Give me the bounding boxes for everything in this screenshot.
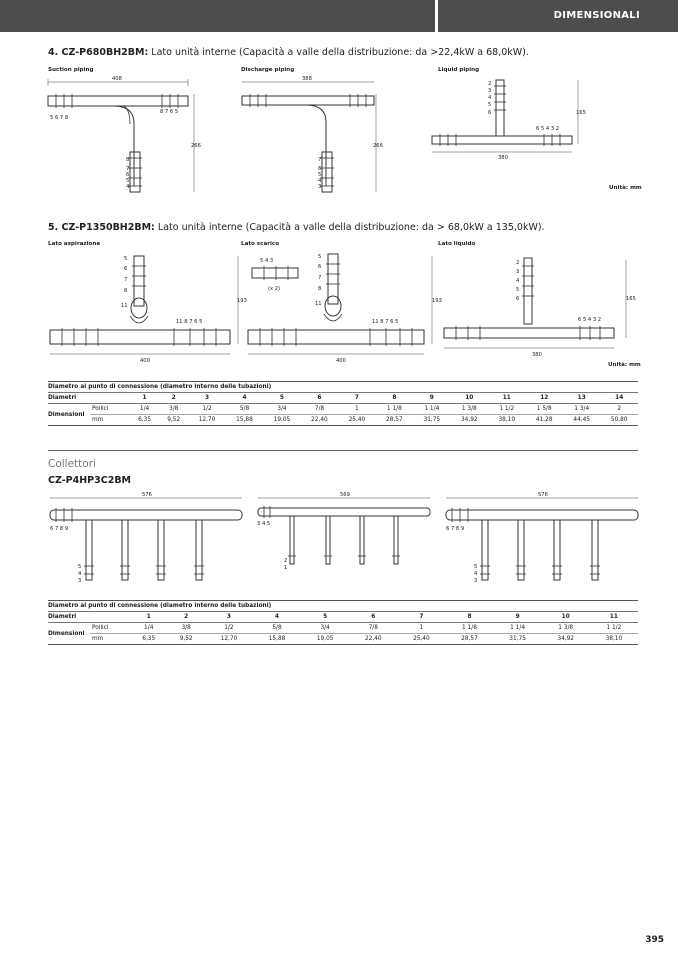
table-2-unit-inches: Pollici: [90, 623, 130, 634]
table-cell: 34,92: [451, 415, 488, 426]
col-header: 11: [590, 612, 638, 623]
table-cell: 1/2: [205, 623, 253, 634]
s4-discharge-label: Discharge piping: [241, 67, 295, 73]
s5-discharge-v1: 5: [318, 254, 322, 260]
table-cell: 1 5/8: [526, 404, 563, 415]
table-cell: 1 3/4: [563, 404, 600, 415]
table-cell: 6,35: [130, 634, 167, 645]
table-1-header-label: Diametri: [48, 393, 130, 404]
table-cell: 1/4: [130, 623, 167, 634]
s5-suction-height: 193: [237, 298, 247, 304]
table-cell: 1 3/8: [542, 623, 590, 634]
table-cell: 1 3/8: [451, 404, 488, 415]
table-cell: 1 1/2: [488, 404, 525, 415]
diameter-table-2: [48, 600, 638, 645]
s5-liquid-v4: 5: [516, 287, 520, 293]
table-cell: 38,10: [488, 415, 525, 426]
header-2-v2: 1: [284, 565, 288, 571]
s5-unit: Unità: mm: [608, 362, 641, 368]
s4-discharge-v4: 4: [318, 178, 322, 184]
s4-discharge-height: 266: [373, 143, 383, 149]
table-cell: 1/4: [130, 404, 159, 415]
collettori-model: CZ-P4HP3C2BM: [48, 475, 132, 486]
table-cell: 5/8: [253, 623, 301, 634]
s4-liquid-v5: 6: [488, 110, 492, 116]
s5-liquid-v1: 2: [516, 260, 520, 266]
col-header: 7: [338, 393, 375, 404]
header-3-left-nums: 6 7 8 9: [446, 526, 465, 532]
table-cell: 19,05: [263, 415, 300, 426]
table-cell: 41,28: [526, 415, 563, 426]
s4-liquid-drawing: [426, 74, 596, 164]
section-5-heading: [48, 222, 545, 233]
s5-suction-drawing: [44, 250, 247, 366]
table-cell: 1 1/2: [590, 623, 638, 634]
s5-liquid-drawing: [440, 254, 640, 364]
s5-discharge-v5: 11: [315, 301, 322, 307]
col-header: 14: [600, 393, 638, 404]
page-number: 395: [645, 935, 664, 945]
s5-suction-v5: 11: [121, 303, 128, 309]
s5-liquid-label: Lato liquido: [438, 241, 476, 247]
s4-suction-right-nums: 8 7 6 5: [160, 109, 179, 115]
table-2-unit-mm: mm: [90, 634, 130, 645]
header-1-width: 576: [142, 492, 152, 498]
col-header: 10: [451, 393, 488, 404]
s5-discharge-v3: 7: [318, 275, 322, 281]
s4-suction-left-nums: 5 6 7 8: [50, 115, 69, 121]
table-cell: 38,10: [590, 634, 638, 645]
col-header: 1: [130, 393, 159, 404]
table-cell: 6,35: [130, 415, 159, 426]
header-1-left-nums: 6 7 8 9: [50, 526, 69, 532]
table-cell: 15,88: [226, 415, 263, 426]
s5-discharge-inset-note: (x 2): [268, 286, 281, 292]
s5-liquid-width: 380: [532, 352, 542, 358]
col-header: 8: [376, 393, 413, 404]
table-2-header-label: Diametri: [48, 612, 130, 623]
s4-discharge-v5: 3: [318, 184, 322, 190]
col-header: 9: [413, 393, 450, 404]
col-header: 5: [301, 612, 349, 623]
s5-discharge-drawing: [246, 250, 446, 366]
header-drawing-3: [442, 490, 642, 590]
s5-suction-v4: 8: [124, 288, 128, 294]
table-2-row-label: Dimensioni: [48, 623, 90, 645]
col-header: 4: [253, 612, 301, 623]
table-cell: 44,45: [563, 415, 600, 426]
table-cell: 25,40: [338, 415, 375, 426]
table-cell: 3/8: [159, 404, 188, 415]
table-cell: 28,57: [445, 634, 493, 645]
s5-discharge-v4: 8: [318, 286, 322, 292]
diameter-table-1: [48, 381, 638, 426]
s5-suction-v2: 6: [124, 266, 128, 272]
header-3-v1: 5: [474, 564, 478, 570]
header-drawing-2: [254, 490, 436, 580]
s4-liquid-height: 165: [576, 110, 586, 116]
table-cell: 3/4: [301, 623, 349, 634]
col-header: 13: [563, 393, 600, 404]
table-cell: 15,88: [253, 634, 301, 645]
s4-liquid-right-nums: 6 5 4 3 2: [536, 126, 560, 132]
header-separator: [435, 0, 438, 32]
col-header: 10: [542, 612, 590, 623]
s5-discharge-label: Lato scarico: [241, 241, 280, 247]
section-4-desc: Lato unità interne (Capacità a valle della distribuzione: da >22,4kW a 68,0kW).: [148, 47, 529, 58]
table-cell: 5/8: [226, 404, 263, 415]
col-header: 6: [301, 393, 338, 404]
table-cell: 19,05: [301, 634, 349, 645]
col-header: 3: [205, 612, 253, 623]
table-cell: 3/8: [167, 623, 204, 634]
s5-suction-width: 400: [140, 358, 150, 364]
s5-liquid-v5: 6: [516, 296, 520, 302]
header-bar: [0, 0, 678, 32]
table-cell: 3/4: [263, 404, 300, 415]
table-cell: 28,57: [376, 415, 413, 426]
col-header: 7: [397, 612, 445, 623]
s4-liquid-v2: 3: [488, 88, 492, 94]
s4-suction-v3: 6: [126, 172, 130, 178]
s5-discharge-v2: 6: [318, 264, 322, 270]
header-1-v3: 3: [78, 578, 82, 584]
s4-suction-width: 408: [112, 76, 122, 82]
collettori-title: Collettori: [48, 458, 96, 470]
s4-discharge-drawing: [238, 74, 398, 196]
s4-liquid-v4: 5: [488, 102, 492, 108]
s5-liquid-height: 165: [626, 296, 636, 302]
s4-liquid-v1: 2: [488, 81, 492, 87]
col-header: 12: [526, 393, 563, 404]
table-cell: 1 1/8: [445, 623, 493, 634]
table-cell: 25,40: [397, 634, 445, 645]
s5-liquid-v2: 3: [516, 269, 520, 275]
table-cell: 7/8: [349, 623, 397, 634]
table-cell: 9,52: [159, 415, 188, 426]
table-cell: 31,75: [413, 415, 450, 426]
table-cell: 2: [600, 404, 638, 415]
s4-suction-drawing: [44, 74, 204, 196]
col-header: 6: [349, 612, 397, 623]
s5-discharge-width: 400: [336, 358, 346, 364]
table-1-unit-mm: mm: [90, 415, 130, 426]
s4-liquid-width: 380: [498, 155, 508, 161]
table-cell: 31,75: [494, 634, 542, 645]
table-cell: 1 1/4: [494, 623, 542, 634]
table-2-caption: Diametro al punto di connessione (diametro interno delle tubazioni): [48, 601, 638, 612]
s4-liquid-label: Liquid piping: [438, 67, 480, 73]
s4-discharge-v3: 5: [318, 172, 322, 178]
section-5-desc: Lato unità interne (Capacità a valle della distribuzione: da > 68,0kW a 135,0kW).: [154, 222, 545, 233]
header-2-v1: 2: [284, 558, 288, 564]
section-4-heading: [48, 47, 529, 58]
s5-discharge-right-nums: 11 8 7 6 5: [372, 319, 399, 325]
s4-suction-v5: 4: [126, 184, 130, 190]
table-1-unit-inches: Pollici: [90, 404, 130, 415]
s4-suction-label: Suction piping: [48, 67, 94, 73]
table-cell: 9,52: [167, 634, 204, 645]
col-header: 2: [159, 393, 188, 404]
s4-discharge-v1: 7: [318, 157, 322, 163]
header-3-v2: 4: [474, 571, 478, 577]
header-drawing-1: [46, 490, 246, 590]
table-1-row-label: Dimensioni: [48, 404, 90, 426]
section-4-code: 4. CZ-P680BH2BM:: [48, 47, 149, 58]
s4-suction-v4: 5: [126, 178, 130, 184]
s4-unit: Unità: mm: [609, 185, 642, 191]
s5-suction-right-nums: 11 8 7 6 5: [176, 319, 203, 325]
s4-suction-height: 266: [191, 143, 201, 149]
s5-suction-label: Lato aspirazione: [48, 241, 101, 247]
s4-discharge-width: 388: [302, 76, 312, 82]
s5-discharge-height: 193: [432, 298, 442, 304]
table-1-caption: Diametro al punto di connessione (diametro interno delle tubazioni): [48, 382, 638, 393]
s4-discharge-v2: 6: [318, 166, 322, 172]
table-cell: 12,70: [188, 415, 225, 426]
table-cell: 34,92: [542, 634, 590, 645]
s5-discharge-inset-nums: 5 4 3: [260, 258, 274, 264]
table-cell: 7/8: [301, 404, 338, 415]
header-3-width: 576: [538, 492, 548, 498]
col-header: 3: [188, 393, 225, 404]
table-cell: 22,40: [349, 634, 397, 645]
col-header: 4: [226, 393, 263, 404]
section-title: DIMENSIONALI: [553, 10, 640, 21]
table-cell: 1: [397, 623, 445, 634]
col-header: 9: [494, 612, 542, 623]
table-cell: 1: [338, 404, 375, 415]
header-2-width: 569: [340, 492, 350, 498]
table-cell: 1/2: [188, 404, 225, 415]
header-1-v2: 4: [78, 571, 82, 577]
col-header: 5: [263, 393, 300, 404]
table-cell: 1 1/4: [413, 404, 450, 415]
table-cell: 22,40: [301, 415, 338, 426]
section-5-code: 5. CZ-P1350BH2BM:: [48, 222, 155, 233]
s5-liquid-v3: 4: [516, 278, 520, 284]
header-1-v1: 5: [78, 564, 82, 570]
s4-liquid-v3: 4: [488, 95, 492, 101]
section-divider: [48, 450, 638, 451]
s5-suction-v3: 7: [124, 277, 128, 283]
col-header: 2: [167, 612, 204, 623]
table-cell: 1 1/8: [376, 404, 413, 415]
col-header: 1: [130, 612, 167, 623]
header-3-v3: 3: [474, 578, 478, 584]
s4-suction-v1: 8: [126, 157, 130, 163]
table-cell: 50,80: [600, 415, 638, 426]
s4-suction-v2: 7: [126, 166, 130, 172]
s5-liquid-right-nums: 6 5 4 3 2: [578, 317, 602, 323]
col-header: 11: [488, 393, 525, 404]
s5-suction-v1: 5: [124, 256, 128, 262]
header-2-left-nums: 3 4 5: [257, 521, 271, 527]
table-cell: 12,70: [205, 634, 253, 645]
col-header: 8: [445, 612, 493, 623]
